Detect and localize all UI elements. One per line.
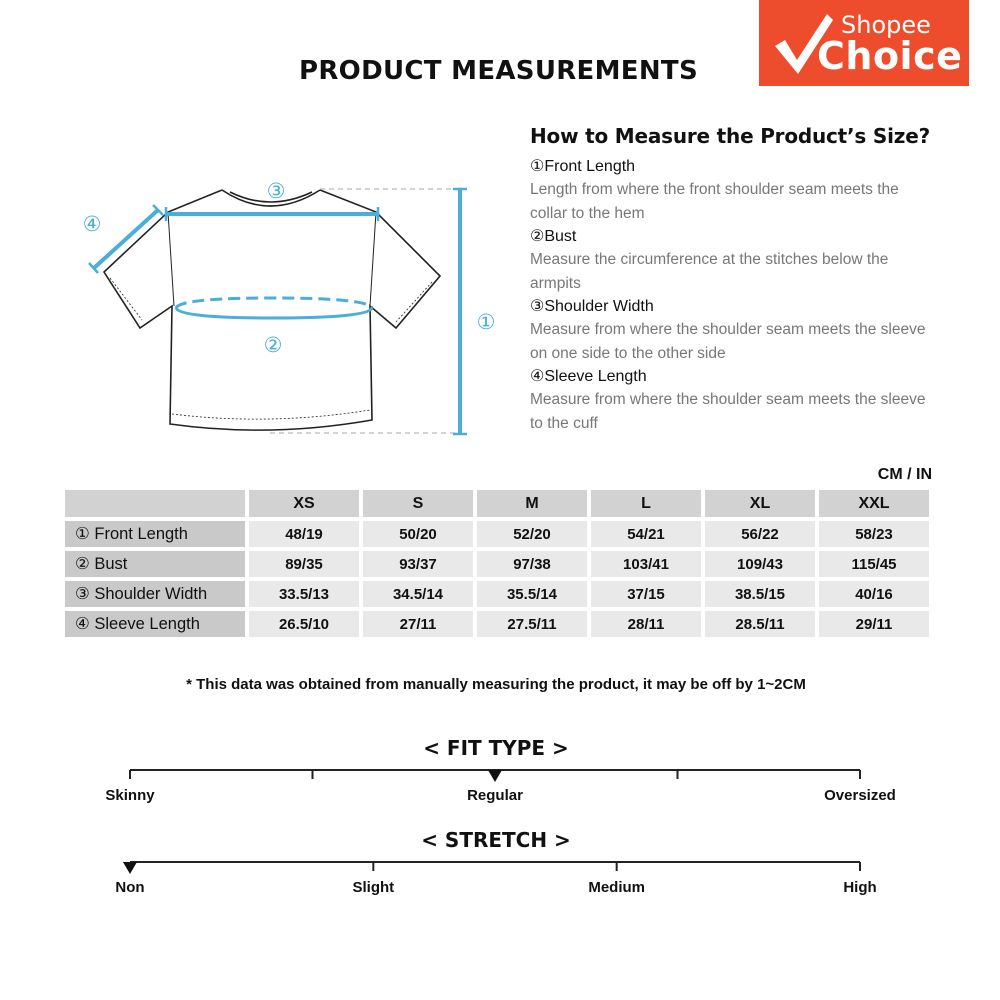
table-cell: 93/37 (363, 551, 473, 577)
sleeve-length-title: ④Sleeve Length (530, 368, 647, 385)
table-header-row (65, 490, 929, 517)
table-cell: 109/43 (705, 551, 815, 577)
row-label: ④ Sleeve Length (65, 611, 245, 637)
bust-line-back (176, 298, 372, 308)
table-cell: 27/11 (363, 611, 473, 637)
sleeve-length-line (94, 210, 158, 268)
table-cell: 28/11 (591, 611, 701, 637)
shoulder-width-title: ③Shoulder Width (530, 298, 654, 315)
stretch-label: Medium (588, 879, 645, 896)
table-cell: 97/38 (477, 551, 587, 577)
table-cell: 35.5/14 (477, 581, 587, 607)
table-row (65, 581, 929, 607)
table-cell: 58/23 (819, 521, 929, 547)
marker-front-length: ① (476, 310, 496, 334)
stretch-title: < STRETCH > (421, 828, 571, 852)
sleeve-length-desc: Measure from where the shoulder seam meets the sleeve to the cuff (530, 391, 926, 432)
tshirt-outline (104, 190, 440, 430)
how-to-heading: How to Measure the Product’s Size? (530, 124, 930, 148)
marker-bust: ② (263, 333, 283, 357)
stretch-label: High (843, 879, 877, 896)
front-length-title: ①Front Length (530, 158, 636, 175)
badge-label: Choice (817, 34, 963, 78)
table-cell: 37/15 (591, 581, 701, 607)
table-row (65, 521, 929, 547)
table-cell: 27.5/11 (477, 611, 587, 637)
table-row (65, 611, 929, 637)
front-length-desc: Length from where the front shoulder seam meets the collar to the hem (530, 181, 899, 222)
fit-type-label: Skinny (105, 787, 155, 804)
table-cell: 38.5/15 (705, 581, 815, 607)
table-cell: 103/41 (591, 551, 701, 577)
how-to-measure (530, 124, 930, 436)
row-label: ③ Shoulder Width (65, 581, 245, 607)
table-cell: 115/45 (819, 551, 929, 577)
stretch-label: Non (115, 879, 145, 896)
table-row (65, 551, 929, 577)
stretch-label: Slight (352, 879, 395, 896)
table-cell: 34.5/14 (363, 581, 473, 607)
marker-shoulder-width: ③ (266, 179, 286, 203)
size-header: L (591, 490, 701, 517)
table-cell: 56/22 (705, 521, 815, 547)
stretch-scale (123, 862, 860, 874)
bust-title: ②Bust (530, 228, 577, 245)
stretch-indicator (123, 862, 137, 874)
fit-type-indicator (488, 770, 502, 782)
row-label: ① Front Length (65, 521, 245, 547)
bust-line-front (176, 308, 372, 318)
table-cell: 28.5/11 (705, 611, 815, 637)
table-cell: 50/20 (363, 521, 473, 547)
size-header: XS (249, 490, 359, 517)
table-corner (65, 490, 245, 517)
shoulder-width-desc: Measure from where the shoulder seam meets the sleeve on one side to the other side (530, 321, 926, 362)
size-header: M (477, 490, 587, 517)
fit-type-label: Regular (467, 787, 523, 804)
tshirt-diagram (70, 170, 510, 450)
table-cell: 48/19 (249, 521, 359, 547)
table-cell: 29/11 (819, 611, 929, 637)
marker-sleeve-length: ④ (82, 212, 102, 236)
table-cell: 40/16 (819, 581, 929, 607)
measurement-note: * This data was obtained from manually measuring the product, it may be off by 1~2CM (186, 676, 806, 693)
bust-desc: Measure the circumference at the stitches below the armpits (530, 251, 889, 292)
table-cell: 89/35 (249, 551, 359, 577)
unit-label: CM / IN (877, 466, 932, 483)
table-cell: 52/20 (477, 521, 587, 547)
size-header: S (363, 490, 473, 517)
size-header: XXL (819, 490, 929, 517)
fit-type-title: < FIT TYPE > (423, 736, 569, 760)
table-cell: 33.5/13 (249, 581, 359, 607)
row-label: ② Bust (65, 551, 245, 577)
fit-type-scale (130, 770, 860, 782)
table-cell: 26.5/10 (249, 611, 359, 637)
table-cell: 54/21 (591, 521, 701, 547)
page-title: PRODUCT MEASUREMENTS (299, 56, 698, 86)
size-header: XL (705, 490, 815, 517)
badge-brand: Shopee (841, 11, 931, 39)
fit-type-label: Oversized (824, 787, 896, 804)
size-table (61, 486, 933, 641)
